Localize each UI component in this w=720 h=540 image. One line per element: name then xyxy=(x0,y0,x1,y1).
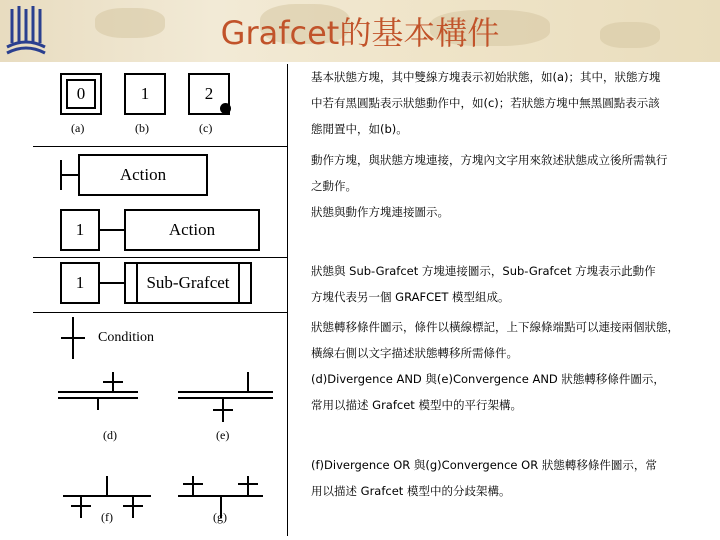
sub-grafcet-label: Sub-Grafcet xyxy=(146,273,230,292)
page-title: Grafcet的基本構件 xyxy=(220,14,500,52)
caption-c: (c) xyxy=(199,121,213,135)
initial-step-inner: 0 xyxy=(66,79,96,109)
action-link-line xyxy=(60,174,78,176)
caption-f: (f) xyxy=(101,510,113,524)
row-divider xyxy=(33,257,287,258)
description-row-1: 基本狀態方塊，其中雙線方塊表示初始狀態，如(a)；其中，狀態方塊 中若有黑圓點表示狀態動作中，如(c)；若狀態方塊中無黑圓點表示該 態閒置中，如(b)。 xyxy=(311,70,661,136)
sub-grafcet-box xyxy=(124,262,252,304)
step-subgrafcet-link xyxy=(100,282,124,284)
caption-e: (e) xyxy=(216,428,230,442)
caption-g: (g) xyxy=(213,510,227,524)
caption-d: (d) xyxy=(103,428,117,442)
action-box: Action xyxy=(78,154,208,196)
row-divider xyxy=(33,146,287,147)
caption-b: (b) xyxy=(135,121,149,135)
initial-step-box xyxy=(60,73,102,115)
step-box: 1 xyxy=(60,209,100,251)
step-box: 1 xyxy=(60,262,100,304)
description-row-2: 動作方塊，與狀態方塊連接，方塊內文字用來敘述狀態成立後所需執行 之動作。 狀態與動作方塊連接圖示。 xyxy=(311,153,668,219)
description-row-3: 狀態與 Sub-Grafcet 方塊連接圖示，Sub-Grafcet 方塊表示此動作 方塊代表另一個 GRAFCET 模型組成。 xyxy=(311,264,656,304)
description-row-4: 狀態轉移條件圖示，條件以橫線標記，上下線條端點可以連接兩個狀態， 橫線右側以文字描述狀態轉移所需條件。 (d)Divergence AND 與(e)Convergence AND 狀態轉移條件圖示， 常用以描述 Grafcet 模型中的平行架構。 xyxy=(311,320,679,412)
description-row-5: (f)Divergence OR 與(g)Convergence OR 狀態轉移條件圖示，常 用以描述 Grafcet 模型中的分歧架構。 xyxy=(311,458,657,498)
step-box: 1 xyxy=(124,73,166,115)
active-step-label: 2 xyxy=(204,84,214,103)
sub-grafcet-inner-bar xyxy=(238,264,240,302)
caption-a: (a) xyxy=(71,121,85,135)
row-divider xyxy=(33,312,287,313)
column-divider xyxy=(287,64,288,536)
step-action-link xyxy=(100,229,124,231)
components-table xyxy=(33,64,720,536)
active-token-dot xyxy=(220,103,231,114)
transition-figures xyxy=(33,314,287,536)
action-link-bar xyxy=(60,160,62,190)
title-banner xyxy=(0,0,720,62)
condition-label: Condition xyxy=(98,330,155,345)
sub-grafcet-inner-bar xyxy=(136,264,138,302)
action-box: Action xyxy=(124,209,260,251)
